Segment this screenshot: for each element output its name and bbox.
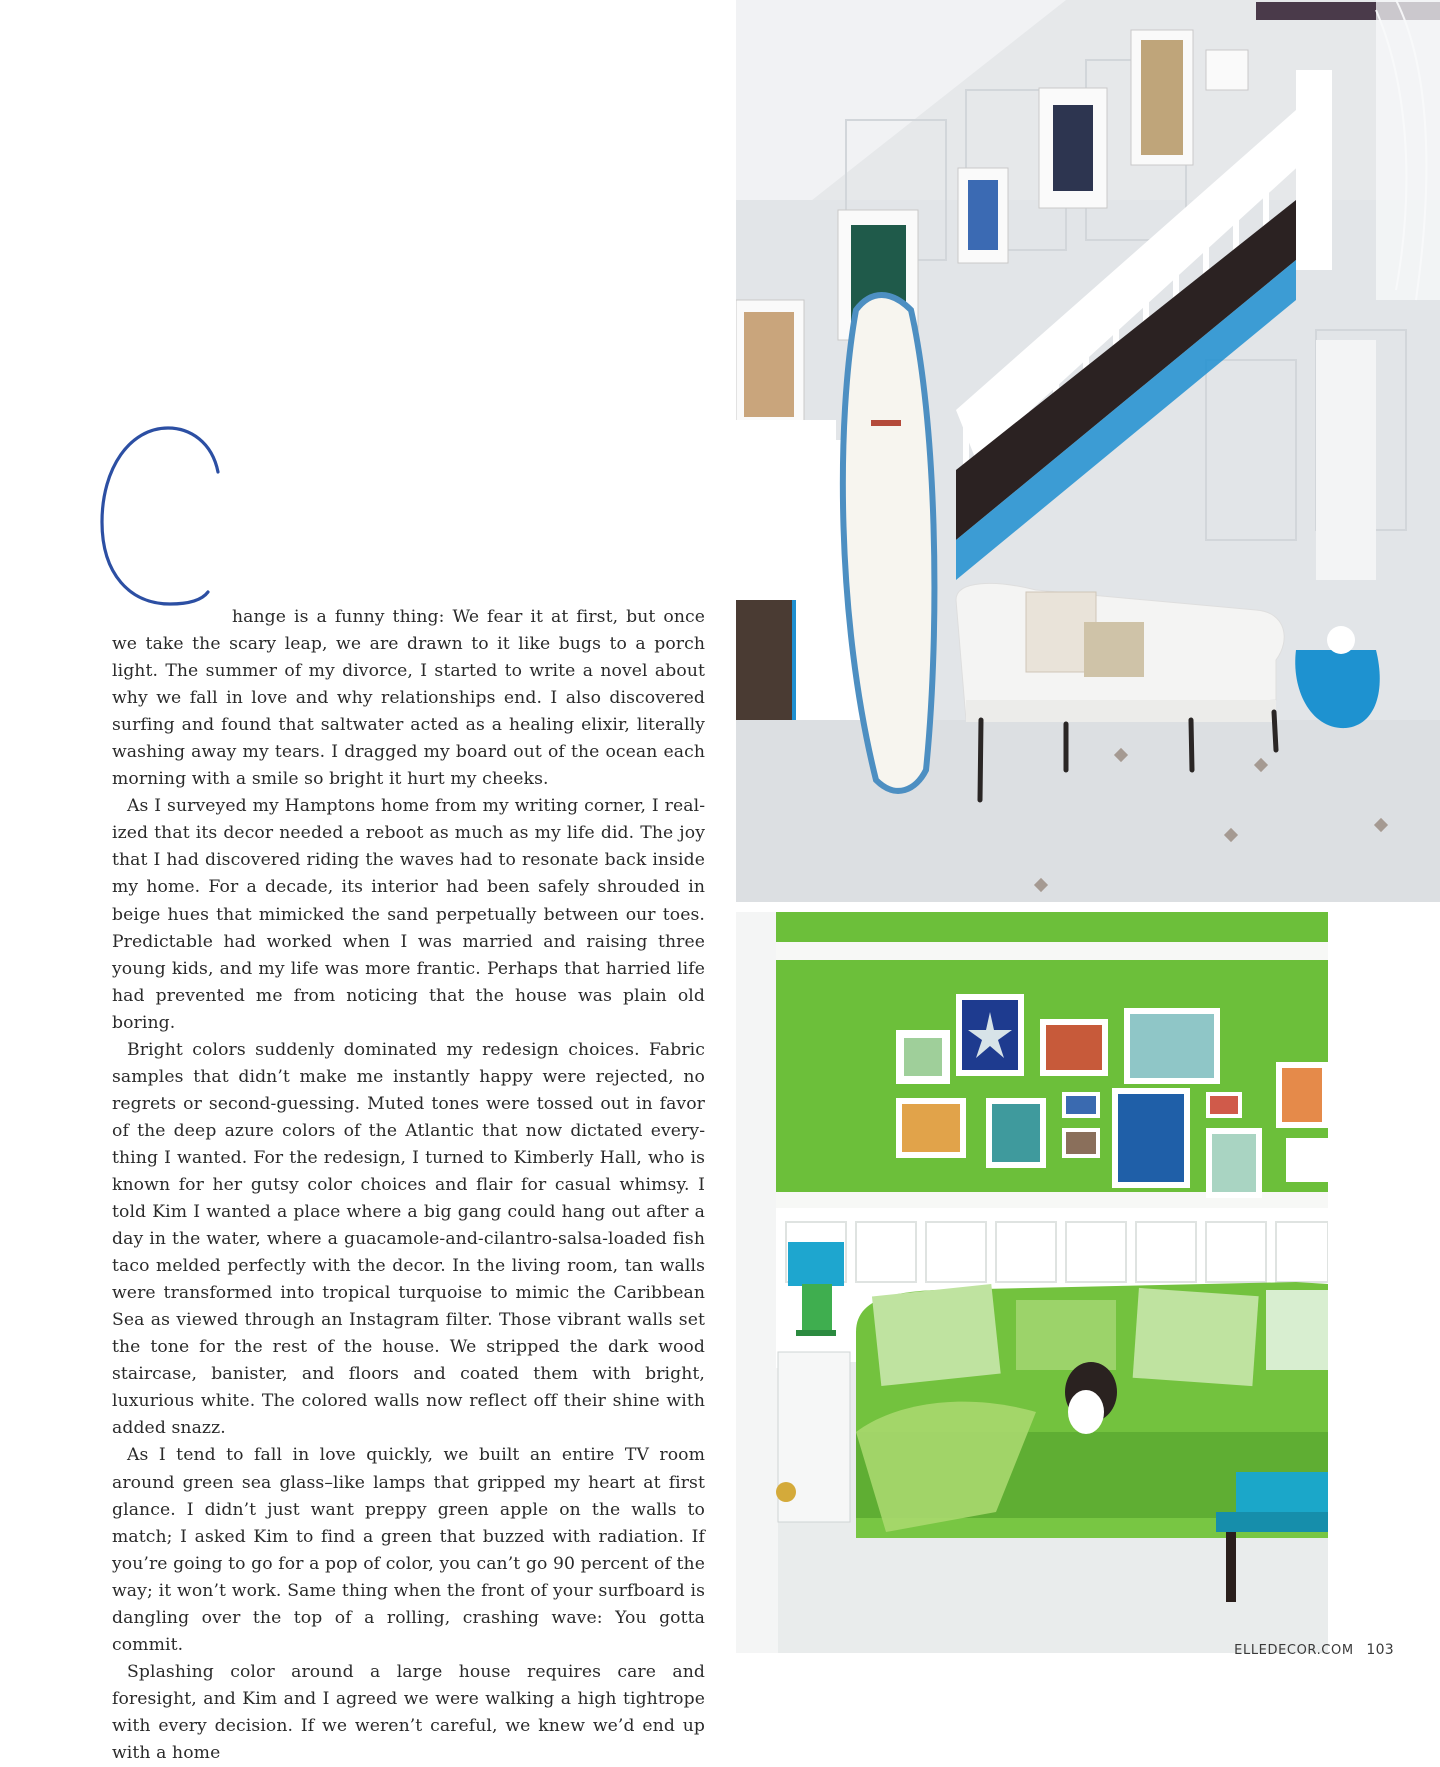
tv-room-illustration <box>736 912 1328 1653</box>
staircase-photo <box>736 0 1440 902</box>
staircase-illustration <box>736 0 1440 902</box>
article-body <box>112 440 705 1767</box>
paragraph-4: As I tend to fall in love quickly, we built an entire TV room around green sea glass–like lamps that gripped my heart at first glance. I didn’t just want preppy green apple on the walls to match; I asked Kim to find a green that buzzed with radiation. If you’re going to go for a pop of color, you can’t go 90 percent of the way; it won’t work. Same thing when the front of your surfboard is dangling over the top of a rolling, crashing wave: You gotta commit. <box>112 1445 705 1655</box>
drop-cap-c-glyph <box>90 424 240 614</box>
paragraph-3: Bright colors suddenly dominated my redesign choices. Fabric samples that didn’t make me instantly happy were rejected, no regrets or second-guessing. Muted tones were tossed out in favor of the deep azure colors of the Atlantic that now dictated everything I wanted. For the redesign, I turned to Kimberly Hall, who is known for her gutsy color choices and flair for casual whimsy. I told Kim I wanted a place where a big gang could hang out after a day in the water, where a guacamole-and-cilantro-salsa-loaded fish taco melded perfectly with the decor. In the living room, tan walls were transformed into tropical turquoise to mimic the Caribbean Sea as viewed through an Instagram filter. Those vibrant walls set the tone for the rest of the house. We stripped the dark wood staircase, banister, and floors and coated them with bright, luxurious white. The colored walls now reflect off their shine with added snazz. <box>112 1039 705 1439</box>
paragraph-1: hange is a funny thing: We fear it at first, but once we take the scary leap, we are drawn to it like bugs to a porch light. The summer of my divorce, I started to write a novel about why we fall in love and why relationships end. I also discovered surfing and found that saltwater acted as a healing elixir, literally washing away my tears. I dragged my board out of the ocean each morning with a smile so bright it hurt my cheeks. <box>112 607 705 790</box>
page-number: 103 <box>1366 1642 1394 1658</box>
tv-room-photo <box>736 912 1328 1653</box>
drop-cap <box>90 424 240 614</box>
paragraph-2: As I surveyed my Hamptons home from my writing corner, I realized that its decor needed a reboot as much as my life did. The joy that I had discovered riding the waves had to resonate back inside my home. For a decade, its interior had been safely shrouded in beige hues that mimicked the sand perpetually between our toes. Predictable had worked when I was married and raising three young kids, and my life was more frantic. Perhaps that harried life had prevented me from noticing that the house was plain old boring. <box>112 796 705 1033</box>
page-footer <box>1234 1642 1394 1658</box>
paragraph-5: Splashing color around a large house requires care and foresight, and Kim and I agreed we were walking a high tightrope with every decision. If we weren’t careful, we knew we’d end up with a home <box>112 1661 705 1763</box>
footer-site: ELLEDECOR.COM <box>1234 1643 1354 1658</box>
